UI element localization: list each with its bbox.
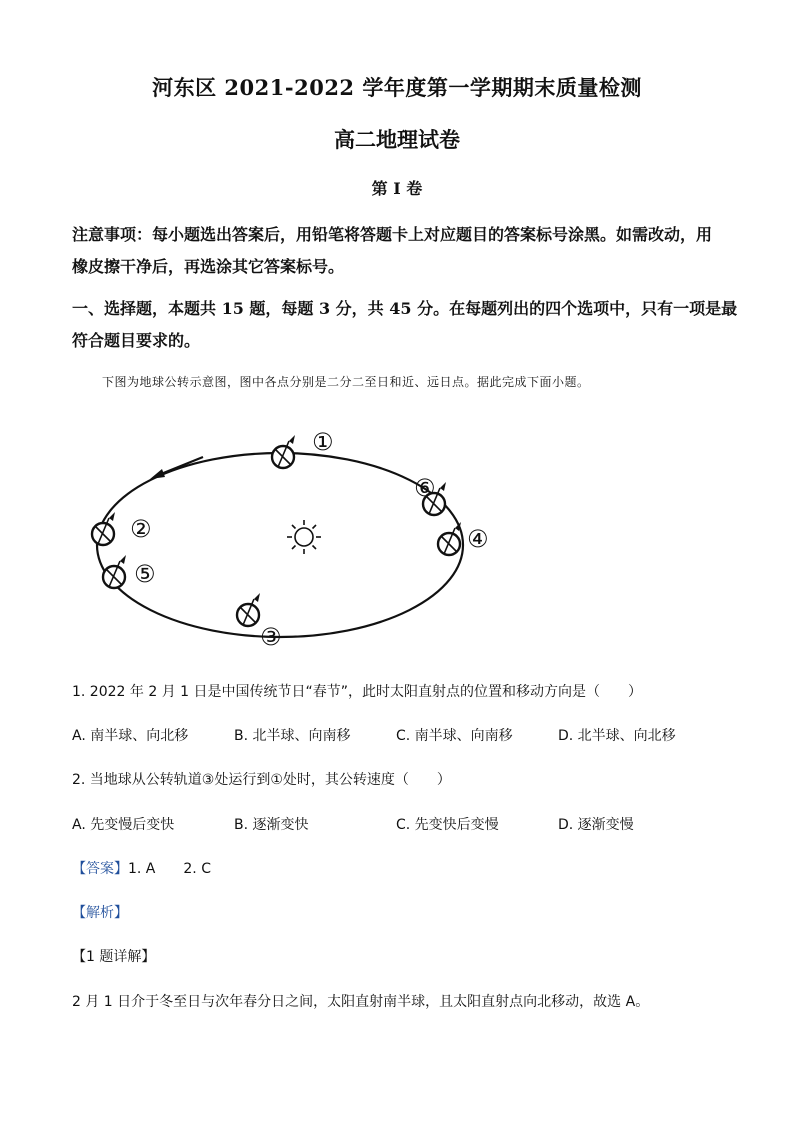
section-line-2: 符合题目要求的。 [72, 331, 201, 350]
question-1-option-c: C. 南半球、向南移 [396, 728, 513, 744]
answer-text: 1. A 2. C [128, 861, 211, 877]
label-2: ② [130, 515, 152, 543]
earth-position-3 [237, 593, 260, 626]
label-5: ⑤ [134, 560, 156, 588]
sun-icon [287, 520, 321, 554]
question-2-option-c: C. 先变快后变慢 [396, 817, 499, 833]
orbit-path [97, 453, 463, 637]
question-1-option-d: D. 北半球、向北移 [558, 728, 676, 744]
part-heading: 第 I 卷 [371, 179, 423, 198]
figure-caption: 下图为地球公转示意图，图中各点分别是二分二至日和近、远日点。据此完成下面小题。 [102, 375, 590, 389]
question-2-option-d: D. 逐渐变慢 [558, 817, 634, 833]
exam-title: 河东区 2021-2022 学年度第一学期期末质量检测 [152, 75, 642, 100]
exam-subtitle: 高二地理试卷 [334, 127, 460, 152]
section-line-1: 一、选择题，本题共 15 题，每题 3 分，共 45 分。在每题列出的四个选项中，只有一项是最 [72, 299, 738, 318]
answer-tag: 【答案】 [72, 861, 128, 877]
answer-line [72, 858, 211, 878]
earth-position-2 [92, 512, 115, 545]
question-2-option-b: B. 逐渐变快 [234, 817, 309, 833]
earth-position-4 [438, 522, 461, 555]
label-4: ④ [467, 525, 489, 553]
question-1-option-a: A. 南半球、向北移 [72, 728, 189, 744]
orbit-diagram [70, 420, 510, 660]
analysis-tag: 【解析】 [72, 905, 128, 921]
notice-line-2: 橡皮擦干净后，再选涂其它答案标号。 [72, 257, 345, 276]
question-1-stem: 1. 2022 年 2 月 1 日是中国传统节日“春节”，此时太阳直射点的位置和移动方向是（ ） [72, 684, 643, 700]
notice-line-1: 注意事项：每小题选出答案后，用铅笔将答题卡上对应题目的答案标号涂黑。如需改动，用 [72, 225, 713, 244]
question-2-stem: 2. 当地球从公转轨道③处运行到①处时，其公转速度（ ） [72, 772, 451, 788]
question-1-option-b: B. 北半球、向南移 [234, 728, 351, 744]
label-6: ⑥ [414, 474, 436, 502]
earth-position-5 [103, 555, 126, 588]
earth-position-1 [272, 435, 295, 468]
detail-tag: 【1 题详解】 [72, 949, 156, 965]
label-1: ① [312, 428, 334, 456]
detail-text: 2 月 1 日介于冬至日与次年春分日之间，太阳直射南半球，且太阳直射点向北移动，故选 A。 [72, 994, 650, 1010]
question-2-option-a: A. 先变慢后变快 [72, 817, 175, 833]
label-3: ③ [260, 623, 282, 651]
direction-arrow [150, 457, 203, 479]
